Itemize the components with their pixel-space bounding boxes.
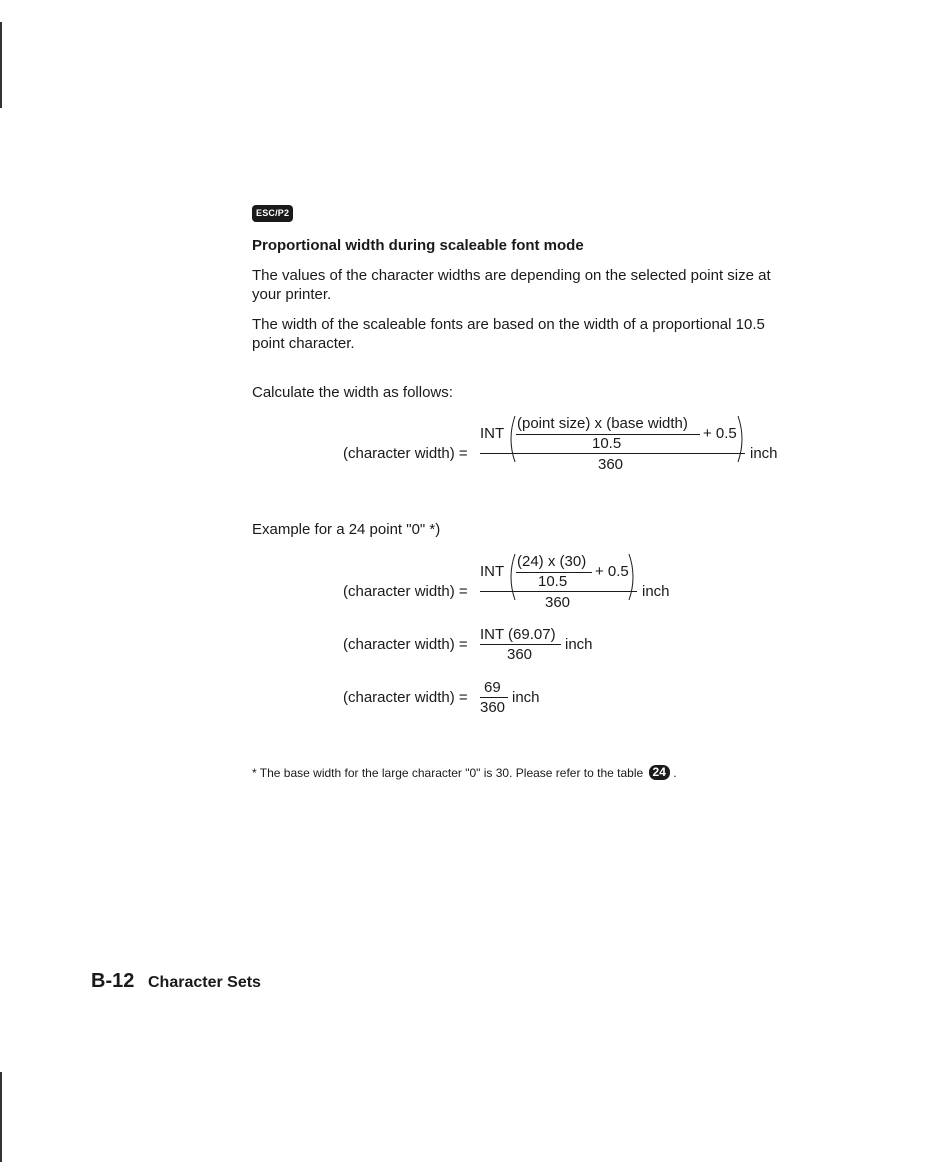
esc-p2-badge: ESC/P2 — [252, 205, 293, 222]
formula-label: (character width) = — [343, 445, 468, 462]
formula-denominator: 360 — [545, 594, 571, 611]
formula-example-step1 — [343, 552, 683, 618]
formula-inner-denominator: 10.5 — [538, 573, 568, 590]
right-paren-icon — [737, 415, 747, 463]
formula-numerator: INT (69.07) — [480, 626, 556, 643]
main-fraction-bar — [480, 591, 637, 592]
formula-label: (character width) = — [343, 636, 468, 653]
page-edge-mark-bottom — [0, 1072, 2, 1162]
footnote-text: * The base width for the large character "0" is 30. Please refer to the table — [252, 766, 644, 780]
formula-denominator: 360 — [480, 699, 506, 716]
formula-numerator: (point size) x (base width) — [517, 415, 688, 432]
paragraph-base-width: The width of the scaleable fonts are based on the width of a proportional 10.5 point character. — [252, 316, 765, 352]
formula-numerator: (24) x (30) — [517, 553, 587, 570]
formula-example-step2 — [343, 626, 603, 668]
footnote — [252, 765, 677, 780]
footnote-end: . — [673, 766, 677, 780]
formula-numerator: 69 — [484, 679, 501, 696]
left-paren-icon — [506, 415, 516, 463]
section-title: Character Sets — [148, 974, 261, 991]
formula-example-step3 — [343, 679, 563, 721]
formula-unit: inch — [512, 689, 540, 706]
page-number: B-12 — [91, 970, 135, 992]
formula-int: INT — [480, 425, 505, 442]
fraction-bar — [480, 697, 508, 698]
page-edge-mark-top — [0, 22, 2, 108]
formula-int: INT — [480, 563, 505, 580]
formula-plus: + 0.5 — [595, 563, 629, 580]
table-reference-badge[interactable]: 24 — [649, 765, 670, 780]
section-heading: Proportional width during scaleable font mode — [252, 237, 584, 254]
formula-unit: inch — [642, 583, 670, 600]
main-fraction-bar — [480, 453, 745, 454]
paragraph-example: Example for a 24 point "0" *) — [252, 521, 441, 538]
formula-label: (character width) = — [343, 689, 468, 706]
left-paren-icon — [506, 553, 516, 601]
fraction-bar — [480, 644, 561, 645]
formula-denominator: 360 — [598, 456, 624, 473]
right-paren-icon — [628, 553, 638, 601]
formula-unit: inch — [750, 445, 778, 462]
formula-inner-denominator: 10.5 — [592, 435, 622, 452]
formula-label: (character width) = — [343, 583, 468, 600]
formula-plus: + 0.5 — [703, 425, 737, 442]
paragraph-calculate: Calculate the width as follows: — [252, 384, 453, 401]
formula-general — [343, 414, 803, 480]
paragraph-point-size: The values of the character widths are depending on the selected point size at your printer. — [252, 267, 771, 303]
formula-unit: inch — [565, 636, 593, 653]
formula-denominator: 360 — [507, 646, 533, 663]
